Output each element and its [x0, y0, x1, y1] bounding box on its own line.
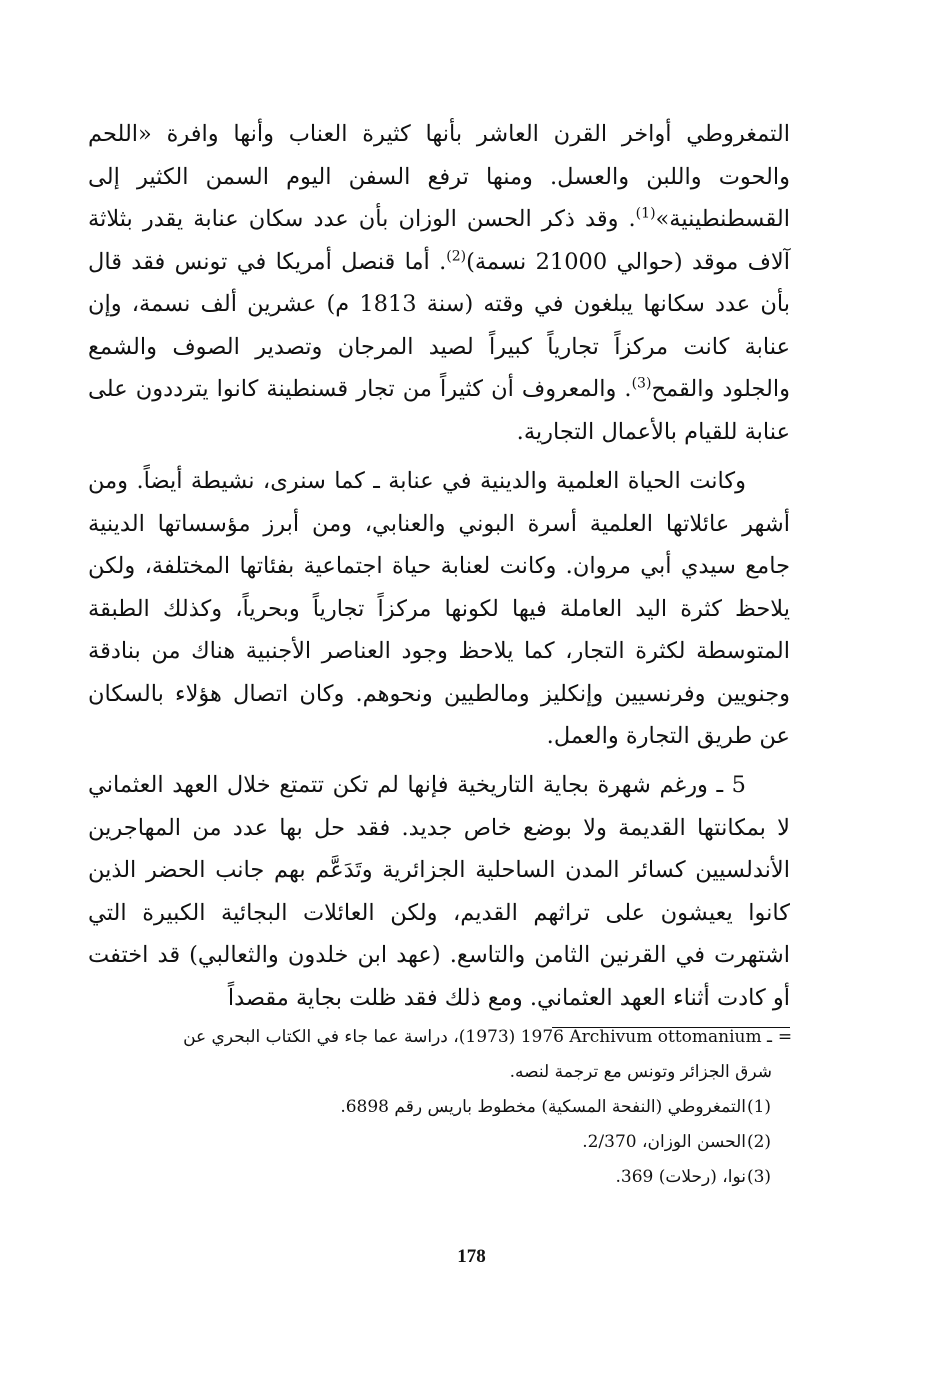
footnote-ref-2: (2)	[446, 248, 467, 264]
footnote-3	[88, 1160, 798, 1195]
paragraph-2-text: وكانت الحياة العلمية والدينية في عنابة ـ كما سنرى، نشيطة أيضاً. ومن أشهر عائلاتها العلمية أسرة البوني والعنابي، ومن أبرز مؤسساتها الدينية جامع سيدي أبي مروان. وكانت لعنابة حياة اجتماعية بفئاتها المختلفة، ولكن يلاحظ كثرة اليد العاملة فيها لكونها مركزاً تجارياً وبحرياً، وكذلك الطبقة المتوسطة لكثرة التجار، كما يلاحظ وجود العناصر الأجنبية هناك من بنادقة وجنويين وفرنسيين وإنكليز ومالطيين ونحوهم. وكان اتصال هؤلاء بالسكان عن طريق التجارة والعمل.	[88, 468, 790, 749]
paragraph-2	[88, 460, 790, 758]
footnote-2-number: (2)	[746, 1132, 772, 1152]
paragraph-1-text-b: . وقد ذكر الحسن الوزان بأن عدد سكان عنابة يقدر بثلاثة آلاف موقد (حوالي 21000 نسمة)	[88, 206, 790, 275]
footnote-3-number: (3)	[746, 1167, 772, 1187]
footnote-1-number: (1)	[746, 1097, 772, 1117]
paragraph-1	[88, 113, 790, 453]
footnote-2	[88, 1125, 798, 1160]
paragraph-3	[88, 764, 790, 1019]
paragraph-1-text-c: . أما قنصل أمريكا في تونس فقد قال بأن عدد سكانها يبلغون في وقته (سنة 1813 م) عشرين ألف نسمة، وإن عنابة كانت مركزاً تجارياً كبيراً لصيد المرجان وتصدير الصوف والشمع والجلود والقمح	[88, 248, 790, 402]
footnote-1	[88, 1090, 798, 1125]
continuation-latin: Archivum ottomanium ـ	[569, 1027, 772, 1047]
paragraph-1-text-d: . والمعروف أن كثيراً من تجار قسنطينة كانوا يترددون على عنابة للقيام بالأعمال التجارية.	[88, 376, 790, 445]
paragraph-3-text: 5 ـ ورغم شهرة بجاية التاريخية فإنها لم تكن تتمتع خلال العهد العثماني لا بمكانتها القديمة ولا بوضع خاص جديد. فقد حل بها عدد من المهاجرين الأندلسيين كسائر المدن الساحلية الجزائرية وتَدَعَّم بهم جانب الحضر الذين كانوا يعيشون على تراثهم القديم، ولكن العائلات البجائية الكبيرة التي اشتهرت في القرنين الثامن والتاسع. (عهد ابن خلدون والثعالبي) قد اختفت أو كادت أثناء العهد العثماني. ومع ذلك فقد ظلت بجاية مقصداً	[88, 772, 790, 1011]
footnote-continuation	[88, 1020, 798, 1055]
continuation-line-1	[88, 1020, 772, 1055]
footnotes	[88, 1020, 798, 1195]
footnote-1-text: التمغروطي (النفحة المسكية) مخطوط باريس رقم 6898.	[340, 1097, 746, 1117]
footnote-ref-3: (3)	[631, 375, 652, 392]
footnote-2-text: الحسن الوزان، 2/370.	[582, 1132, 746, 1152]
continuation-mark: =	[777, 1027, 793, 1047]
footnote-3-text: نوا، (رحلات) 369.	[615, 1167, 746, 1187]
page-number: 178	[457, 1246, 486, 1267]
paragraph-1-text-a: التمغروطي أواخر القرن العاشر بأنها كثيرة العناب وأنها وافرة «اللحم والحوت واللبن والعسل. ومنها ترفع السفن اليوم السمن الكثير إلى القسطنطينية»	[88, 121, 790, 232]
continuation-line-2: شرق الجزائر وتونس مع ترجمة لنصه.	[509, 1062, 772, 1082]
footnote-ref-1: (1)	[635, 205, 656, 222]
continuation-text-1: 1976 (1973)، دراسة عما جاء في الكتاب البحري عن	[183, 1027, 564, 1047]
